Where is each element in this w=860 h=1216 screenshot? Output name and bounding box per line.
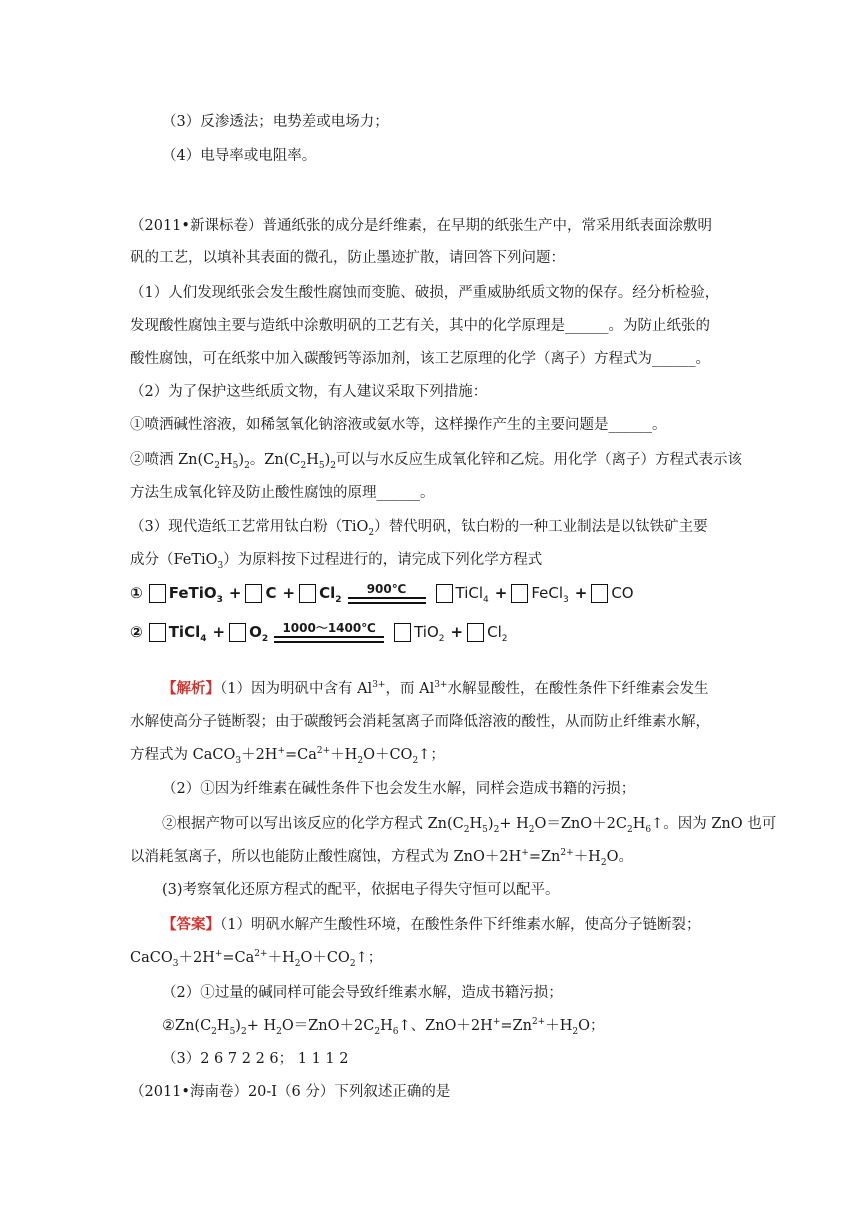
text-line: （2）①过量的碱同样可能会导致纤维素水解，造成书籍污损； <box>162 985 563 1001</box>
text-line: 发现酸性腐蚀主要与造纸中涂敷明矾的工艺有关，其中的化学原理是______。为防止纸张的 <box>130 318 710 334</box>
text-line: （2）①因为纤维素在碱性条件下也会发生水解，同样会造成书籍的污损； <box>162 781 636 797</box>
plus-sign: + <box>228 584 242 602</box>
coefficient-box[interactable] <box>591 584 608 603</box>
analysis-line: 【解析】（1）因为明矾中含有 $Al^{3+}$，而 $Al^{3+}$水解显酸性，在酸性条件下纤维素会发生 <box>162 680 709 697</box>
product: TiO$_2$ <box>414 623 445 644</box>
text-line: （2）为了保护这些纸质文物，有人建议采取下列措施： <box>130 384 488 400</box>
text-line: $CaCO_3+2H^+=Ca^{2+}+H_2O+CO_2↑$； <box>130 949 383 969</box>
reactant: FeTiO$_3$ <box>168 584 223 605</box>
coefficient-box[interactable] <box>299 584 316 603</box>
coefficient-box[interactable] <box>149 623 166 642</box>
coefficient-box[interactable] <box>436 584 453 603</box>
reactant: C <box>265 584 277 602</box>
reaction-condition: 1000～1400℃ <box>274 622 384 643</box>
plus-sign: + <box>282 584 296 602</box>
text-line: 成分（FeTiO$_3$）为原料按下过程进行的，请完成下列化学方程式 <box>130 552 543 571</box>
text-line: （3）2 6 7 2 2 6； 1 1 1 2 <box>162 1051 349 1067</box>
equation-number: ② <box>130 623 143 641</box>
equation-1 <box>130 573 634 613</box>
text-line: 水解使高分子链断裂；由于碳酸钙会消耗氢离子而降低溶液的酸性，从而防止纤维素水解， <box>130 714 710 730</box>
reactant: $Cl_2$ <box>319 584 342 605</box>
question-header: （2011•新课标卷）普通纸张的成分是纤维素，在早期的纸张生产中，常采用纸表面涂敷明 <box>130 218 712 234</box>
text-line: ①喷洒碱性溶液，如稀氢氧化钠溶液或氨水等，这样操作产生的主要问题是______。 <box>130 417 667 433</box>
plus-sign: + <box>574 584 588 602</box>
coefficient-box[interactable] <box>149 584 166 603</box>
text-line: （1）人们发现纸张会发生酸性腐蚀而变脆、破损，严重威胁纸质文物的保存。经分析检验， <box>130 285 720 301</box>
text-line: （4）电导率或电阻率。 <box>162 148 317 164</box>
text-line: 以消耗氢离子，所以也能防止酸性腐蚀，方程式为 $ZnO+2H^+=Zn^{2+}+H_2O$。 <box>130 848 633 868</box>
text-line: ②根据产物可以写出该反应的化学方程式 $Zn(C_2H_5)_2+$ $H_2O=ZnO+2C_2H_6↑$。因为 ZnO 也可 <box>162 816 777 835</box>
coefficient-box[interactable] <box>467 623 484 642</box>
text-line: $②Zn(C_2H_5)_2+$ $H_2O=ZnO+2C_2H_6↑$、$ZnO+2H^+=Zn^{2+}+H_2O$； <box>162 1017 605 1037</box>
text-line: （3）反渗透法；电势差或电场力； <box>162 114 389 130</box>
analysis-label: 【解析】 <box>162 680 220 697</box>
text-line: （3）现代造纸工艺常用钛白粉（TiO$_2$）替代明矾，钛白粉的一种工业制法是以钛铁矿主要 <box>130 519 708 538</box>
text-line: (3)考察氧化还原方程式的配平，依据电子得失守恒可以配平。 <box>162 882 560 898</box>
plus-sign: + <box>212 623 226 641</box>
answer-label: 【答案】 <box>162 916 220 933</box>
question-header: （2011•海南卷）20-I（6 分）下列叙述正确的是 <box>130 1084 451 1100</box>
coefficient-box[interactable] <box>394 623 411 642</box>
equation-2 <box>130 612 508 652</box>
reactant: TiCl$_4$ <box>168 623 207 644</box>
coefficient-box[interactable] <box>245 584 262 603</box>
text-line: 酸性腐蚀，可在纸浆中加入碳酸钙等添加剂，该工艺原理的化学（离子）方程式为______。 <box>130 351 710 367</box>
coefficient-box[interactable] <box>511 584 528 603</box>
plus-sign: + <box>494 584 508 602</box>
product: $Cl_2$ <box>487 623 508 644</box>
reaction-condition: 900℃ <box>348 583 426 604</box>
text-line: 方法生成氧化锌及防止酸性腐蚀的原理______。 <box>130 485 435 501</box>
equation-number: ① <box>130 584 143 602</box>
coefficient-box[interactable] <box>229 623 246 642</box>
reactant: $O_2$ <box>249 623 269 644</box>
product: FeCl$_3$ <box>531 584 569 605</box>
text-line: ②喷洒 $Zn(C_2H_5)_2$。$Zn(C_2H_5)_2$可以与水反应生成氧化锌和乙烷。用化学（离子）方程式表示该 <box>130 452 743 471</box>
answer-line: 【答案】（1）明矾水解产生酸性环境，在酸性条件下纤维素水解，使高分子链断裂； <box>162 916 701 933</box>
plus-sign: + <box>450 623 464 641</box>
product: CO <box>611 584 634 602</box>
text-line: 方程式为 $CaCO_3+2H^+=Ca^{2+}+H_2O+CO_2↑$； <box>130 746 445 766</box>
product: TiCl$_4$ <box>455 584 489 605</box>
text-line: 矾的工艺，以填补其表面的微孔，防止墨迹扩散，请回答下列问题： <box>130 250 565 266</box>
